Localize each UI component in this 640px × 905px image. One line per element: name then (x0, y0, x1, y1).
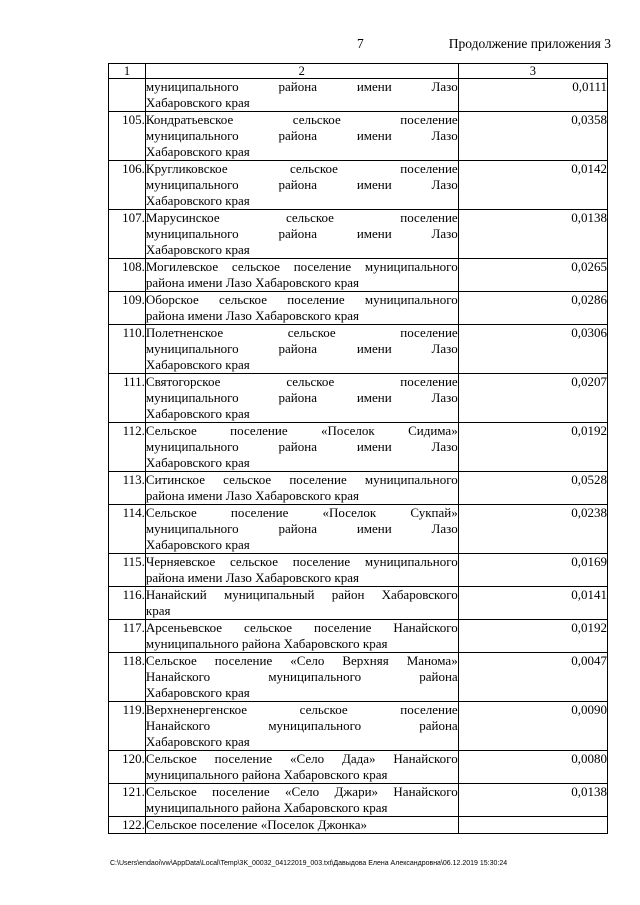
settlement-name-line: муниципального района имени Лазо (145, 79, 458, 94)
settlement-name-line: Сельское поселение «Поселок Сидима» (145, 423, 458, 438)
settlement-name-line: Оборское сельское поселение муниципального (145, 292, 458, 307)
row-number (109, 79, 146, 112)
page-number: 7 (357, 36, 364, 51)
table-row (109, 423, 608, 472)
table-row (109, 554, 608, 587)
settlement-name-line: Хабаровского края (145, 734, 250, 749)
settlement-name-line: Святогорское сельское поселение (145, 374, 458, 389)
settlement-name-line: Нанайский муниципальный район Хабаровского (145, 587, 458, 602)
settlement-name-line: Хабаровского края (145, 455, 250, 470)
settlement-name-line: муниципального района имени Лазо (145, 439, 458, 454)
settlement-name-line: Хабаровского края (145, 95, 250, 110)
column-header-1: 1 (109, 64, 146, 79)
coefficient-value: 0,0358 (458, 112, 607, 161)
row-number: 115. (109, 554, 146, 587)
settlement-name (145, 653, 458, 702)
row-number: 121. (109, 784, 146, 817)
coefficient-value: 0,0306 (458, 325, 607, 374)
coefficient-value: 0,0286 (458, 292, 607, 325)
table-row (109, 325, 608, 374)
table-row (109, 653, 608, 702)
settlement-name-line: муниципального района имени Лазо (145, 226, 458, 241)
settlement-name (145, 79, 458, 112)
coefficient-value: 0,0080 (458, 751, 607, 784)
settlement-name-line: Черняевское сельское поселение муниципального (145, 554, 458, 569)
settlement-name-line: Хабаровского края (145, 242, 250, 257)
coefficient-value: 0,0207 (458, 374, 607, 423)
settlement-name-line: муниципального района имени Лазо (145, 177, 458, 192)
settlement-name-line: муниципального района Хабаровского края (145, 800, 388, 815)
row-number: 113. (109, 472, 146, 505)
settlement-name (145, 423, 458, 472)
settlement-name (145, 702, 458, 751)
settlement-name-line: Хабаровского края (145, 193, 250, 208)
table-row (109, 620, 608, 653)
settlement-name-line: Кондратьевское сельское поселение (145, 112, 458, 127)
settlement-name (145, 751, 458, 784)
settlement-name (145, 505, 458, 554)
settlement-name (145, 112, 458, 161)
settlement-name-line: Могилевское сельское поселение муниципального (145, 259, 458, 274)
settlement-name-line: Хабаровского края (145, 144, 250, 159)
coefficient-value (458, 817, 607, 834)
settlement-name-line: Сельское поселение «Поселок Джонка» (145, 817, 368, 832)
table-row (109, 587, 608, 620)
settlement-name-line: муниципального района имени Лазо (145, 341, 458, 356)
coefficient-value: 0,0265 (458, 259, 607, 292)
coefficient-value: 0,0192 (458, 620, 607, 653)
table-row (109, 112, 608, 161)
row-number: 114. (109, 505, 146, 554)
row-number: 110. (109, 325, 146, 374)
table-body (109, 79, 608, 834)
settlement-name (145, 259, 458, 292)
table-row (109, 161, 608, 210)
table-row (109, 784, 608, 817)
column-header-3: 3 (458, 64, 607, 79)
settlement-name-line: Сельское поселение «Село Джари» Нанайского (145, 784, 458, 799)
settlement-name (145, 292, 458, 325)
table-row (109, 817, 608, 834)
settlement-name-line: муниципального района имени Лазо (145, 390, 458, 405)
table-row (109, 259, 608, 292)
settlement-name (145, 325, 458, 374)
settlement-name-line: Хабаровского края (145, 357, 250, 372)
settlement-name-line: Сельское поселение «Село Верхняя Манома» (145, 653, 458, 668)
settlement-name-line: Полетненское сельское поселение (145, 325, 458, 340)
data-table (108, 63, 608, 834)
settlement-name (145, 472, 458, 505)
row-number: 112. (109, 423, 146, 472)
coefficient-value: 0,0142 (458, 161, 607, 210)
row-number: 108. (109, 259, 146, 292)
page-caption: Продолжение приложения 3 (448, 36, 611, 51)
settlement-name-line: муниципального района имени Лазо (145, 128, 458, 143)
settlement-name-line: муниципального района имени Лазо (145, 521, 458, 536)
table-row (109, 751, 608, 784)
settlement-name-line: муниципального района Хабаровского края (145, 767, 388, 782)
coefficient-value: 0,0238 (458, 505, 607, 554)
row-number: 120. (109, 751, 146, 784)
table-row (109, 472, 608, 505)
footer-file-path: C:\Users\endaoi\vw\AppData\Local\Temp\3K_00032_04122019_003.txt\Давыдова Елена Александровна\06.12.2019 15:30:24 (110, 860, 508, 867)
coefficient-value: 0,0141 (458, 587, 607, 620)
settlement-name (145, 817, 458, 834)
table-row (109, 702, 608, 751)
table-row (109, 292, 608, 325)
coefficient-value: 0,0192 (458, 423, 607, 472)
coefficient-value: 0,0138 (458, 784, 607, 817)
row-number: 106. (109, 161, 146, 210)
settlement-name-line: Нанайского муниципального района (145, 669, 458, 684)
row-number: 116. (109, 587, 146, 620)
coefficient-value: 0,0138 (458, 210, 607, 259)
table-row (109, 79, 608, 112)
table-header-row (109, 64, 608, 79)
table-row (109, 374, 608, 423)
settlement-name-line: Нанайского муниципального района (145, 718, 458, 733)
table-row (109, 210, 608, 259)
row-number: 111. (109, 374, 146, 423)
coefficient-value: 0,0528 (458, 472, 607, 505)
settlement-name-line: Ситинское сельское поселение муниципального (145, 472, 458, 487)
settlement-name (145, 161, 458, 210)
settlement-name-line: района имени Лазо Хабаровского края (145, 488, 359, 503)
settlement-name-line: Марусинское сельское поселение (145, 210, 458, 225)
row-number: 105. (109, 112, 146, 161)
row-number: 109. (109, 292, 146, 325)
settlement-name (145, 374, 458, 423)
settlement-name-line: Арсеньевское сельское поселение Нанайского (145, 620, 458, 635)
settlement-name-line: Хабаровского края (145, 685, 250, 700)
settlement-name-line: Хабаровского края (145, 537, 250, 552)
settlement-name-line: Кругликовское сельское поселение (145, 161, 458, 176)
settlement-name-line: края (145, 603, 171, 618)
row-number: 118. (109, 653, 146, 702)
settlement-name-line: района имени Лазо Хабаровского края (145, 308, 359, 323)
settlement-name-line: Хабаровского края (145, 406, 250, 421)
settlement-name-line: Верхненергенское сельское поселение (145, 702, 458, 717)
row-number: 107. (109, 210, 146, 259)
coefficient-value: 0,0047 (458, 653, 607, 702)
coefficient-value: 0,0090 (458, 702, 607, 751)
coefficient-value: 0,0111 (458, 79, 607, 112)
settlement-name (145, 784, 458, 817)
settlement-name-line: района имени Лазо Хабаровского края (145, 275, 359, 290)
settlement-name-line: муниципального района Хабаровского края (145, 636, 388, 651)
column-header-2: 2 (145, 64, 458, 79)
settlement-name-line: Сельское поселение «Поселок Сукпай» (145, 505, 458, 520)
settlement-name-line: района имени Лазо Хабаровского края (145, 570, 359, 585)
row-number: 119. (109, 702, 146, 751)
table-row (109, 505, 608, 554)
coefficient-value: 0,0169 (458, 554, 607, 587)
settlement-name (145, 554, 458, 587)
settlement-name-line: Сельское поселение «Село Дада» Нанайского (145, 751, 458, 766)
row-number: 117. (109, 620, 146, 653)
settlement-name (145, 587, 458, 620)
row-number: 122. (109, 817, 146, 834)
settlement-name (145, 210, 458, 259)
settlement-name (145, 620, 458, 653)
